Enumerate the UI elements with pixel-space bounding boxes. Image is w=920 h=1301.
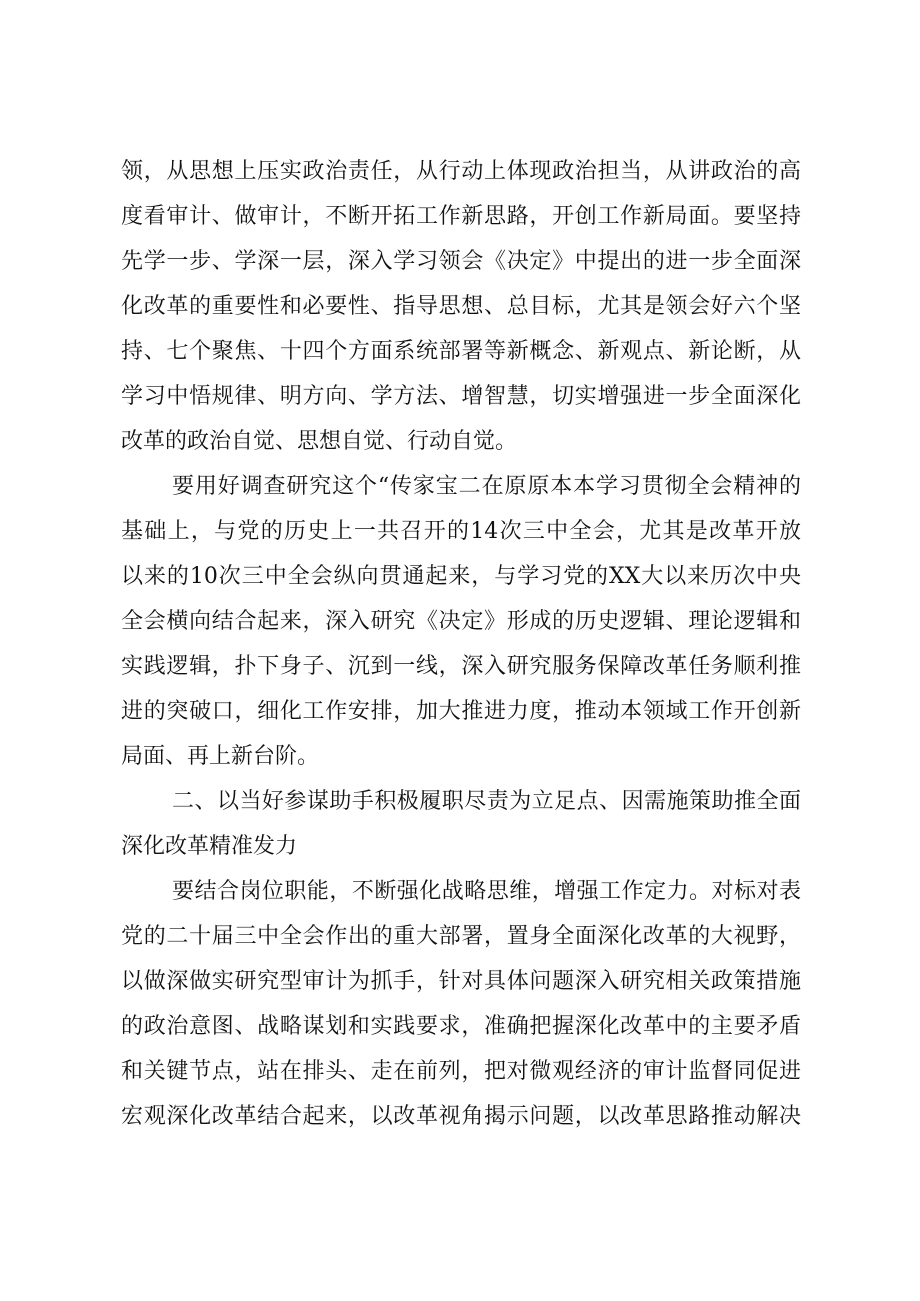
section-heading-line: 深化改革精准发力 [121, 834, 298, 859]
body-text-line: 要结合岗位职能，不断强化战略思维，增强工作定力。对标对表 [172, 879, 801, 904]
body-text-line: 局面、再上新台阶。 [121, 744, 320, 769]
body-text-line: 以做深做实研究型审计为抓手，针对具体问题深入研究相关政策措施 [121, 969, 801, 994]
body-text-line: 的政治意图、战略谋划和实践要求，准确把握深化改革中的主要矛盾 [121, 1014, 801, 1039]
body-text-line: 全会横向结合起来，深入研究《决定》形成的历史逻辑、理论逻辑和 [121, 609, 801, 634]
body-text-line: 持、七个聚焦、十四个方面系统部署等新概念、新观点、新论断，从 [121, 339, 801, 364]
section-heading-line: 二、以当好参谋助手积极履职尽责为立足点、因需施策助推全面 [172, 789, 801, 814]
body-text-line: 领，从思想上压实政治责任，从行动上体现政治担当，从讲政治的高 [121, 159, 801, 184]
body-text-line: 和关键节点，站在排头、走在前列，把对微观经济的审计监督同促进 [121, 1059, 801, 1084]
body-text-line: 改革的政治自觉、思想自觉、行动自觉。 [121, 429, 518, 454]
body-text-line: 进的突破口，细化工作安排，加大推进力度，推动本领域工作开创新 [121, 699, 801, 724]
body-text-line: 宏观深化改革结合起来，以改革视角揭示问题，以改革思路推动解决 [121, 1104, 801, 1129]
body-text-line: 度看审计、做审计，不断开拓工作新思路，开创工作新局面。要坚持 [121, 204, 801, 229]
body-text-line: 实践逻辑，扑下身子、沉到一线，深入研究服务保障改革任务顺利推 [121, 654, 801, 679]
body-text-line: 化改革的重要性和必要性、指导思想、总目标，尤其是领会好六个坚 [121, 294, 801, 319]
body-text-line: 要用好调查研究这个“传家宝二在原原本本学习贯彻全会精神的 [172, 474, 801, 499]
body-text-line: 党的二十届三中全会作出的重大部署，置身全面深化改革的大视野， [121, 924, 801, 949]
body-text-line: 以来的10次三中全会纵向贯通起来，与学习党的XX大以来历次中央 [121, 564, 801, 589]
body-text-line: 先学一步、学深一层，深入学习领会《决定》中提出的进一步全面深 [121, 249, 801, 274]
body-text-line: 基础上，与党的历史上一共召开的14次三中全会，尤其是改革开放 [121, 519, 801, 544]
body-text-line: 学习中悟规律、明方向、学方法、增智慧，切实增强进一步全面深化 [121, 384, 801, 409]
